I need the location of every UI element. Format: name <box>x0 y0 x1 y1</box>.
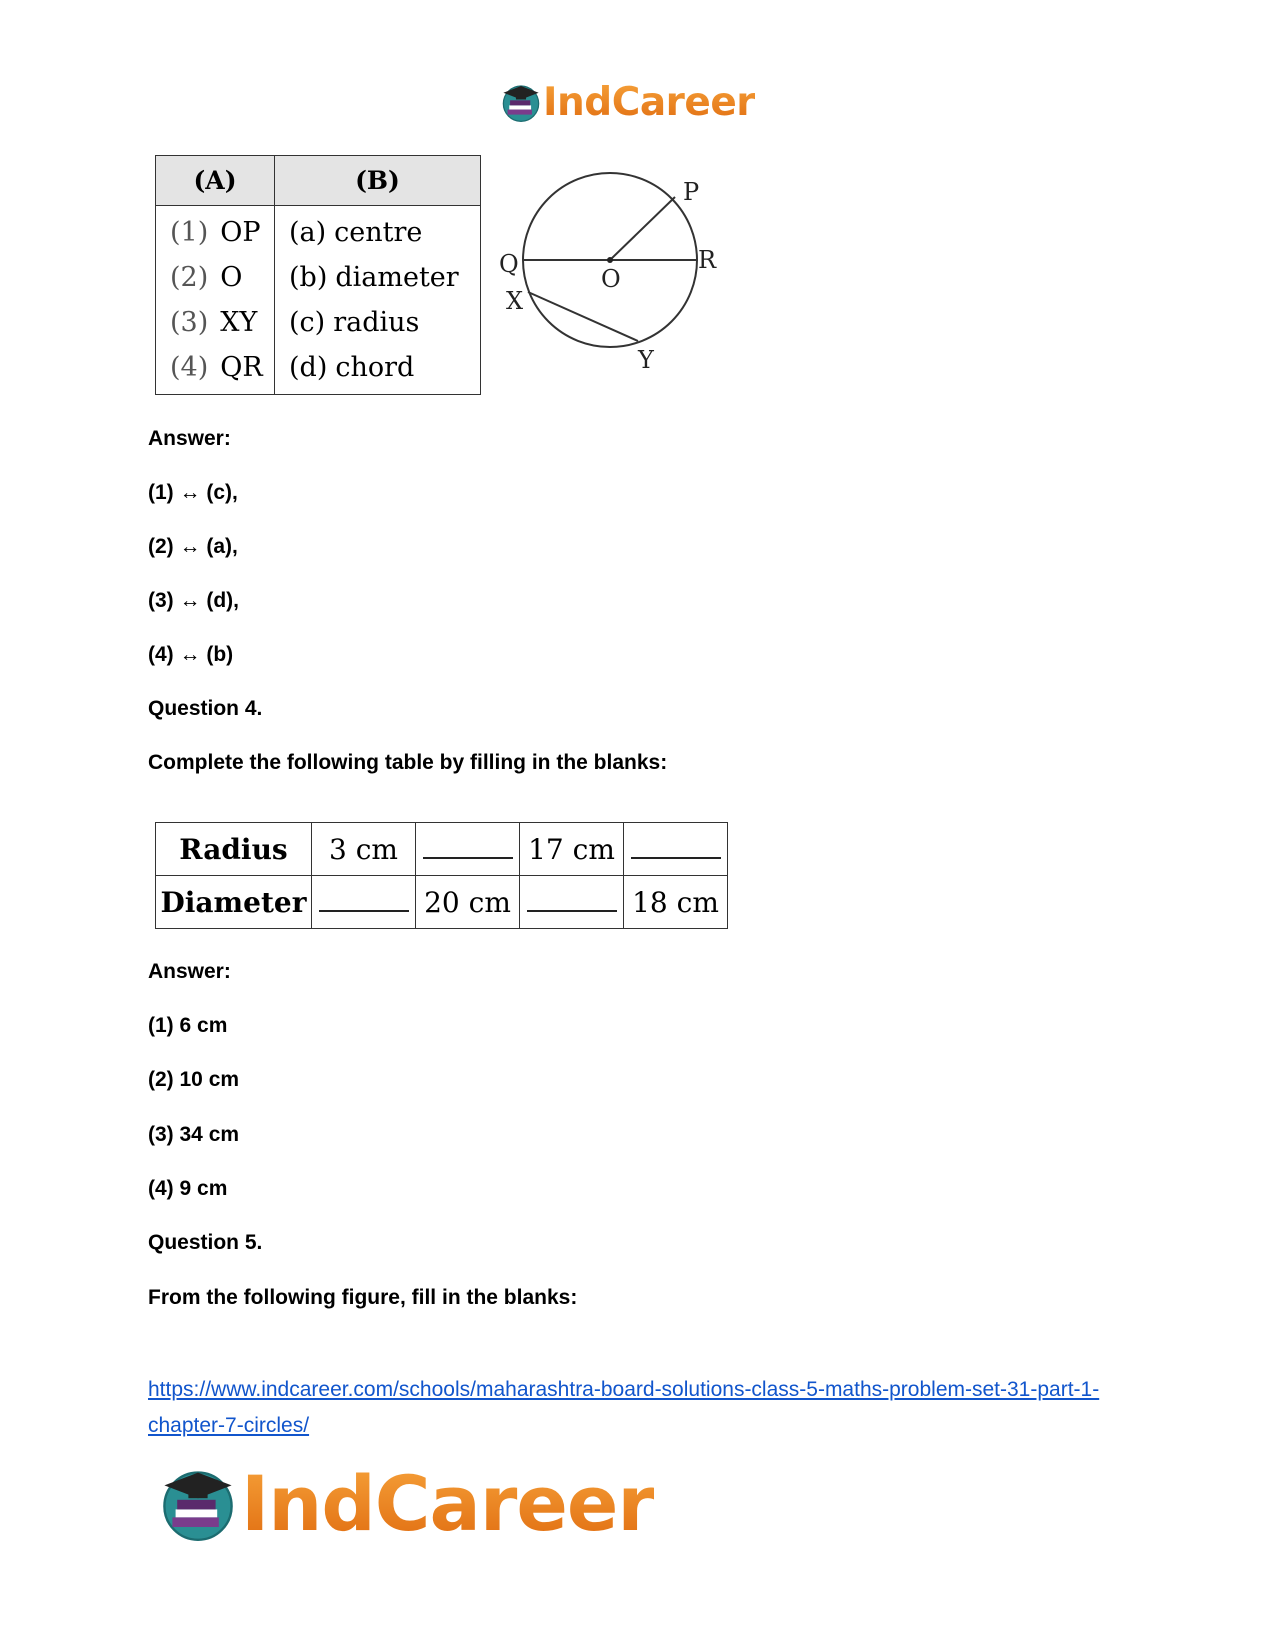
option-label: (d) <box>289 352 328 383</box>
label-q: Q <box>499 250 519 278</box>
radius-op <box>610 197 675 260</box>
term: XY <box>220 307 258 338</box>
diameter-cell: 20 cm <box>416 876 520 929</box>
label-p: P <box>683 178 700 206</box>
question-prompt: From the following figure, fill in the blanks: <box>148 1286 578 1309</box>
diameter-label: Diameter <box>156 876 312 929</box>
label-o: O <box>601 265 621 293</box>
graduation-cap-books-icon <box>158 1463 238 1543</box>
source-link[interactable]: https://www.indcareer.com/schools/maharashtra-board-solutions-class-5-maths-problem-set-31-part-1-chapter-7-circles/ <box>148 1378 1100 1437</box>
brand-name: IndCareer <box>543 79 755 125</box>
table-row <box>156 345 481 395</box>
option-text: radius <box>333 307 420 338</box>
column-b-header: (B) <box>275 156 481 206</box>
question-prompt: Complete the following table by filling in the blanks: <box>148 751 668 774</box>
answer-line: (1) 6 cm <box>148 1014 228 1037</box>
answer-line: (4) 9 cm <box>148 1177 228 1200</box>
option-label: (c) <box>289 307 326 338</box>
answer-line: (2) 10 cm <box>148 1068 240 1091</box>
answer-heading: Answer: <box>148 960 231 983</box>
answer-line: (2) ↔ (a), <box>148 535 238 558</box>
table-row <box>156 300 481 345</box>
row-number: (2) <box>170 262 209 293</box>
radius-blank-cell <box>624 823 728 876</box>
blank-line <box>319 890 409 912</box>
radius-cell: 17 cm <box>520 823 624 876</box>
option-text: centre <box>334 217 423 248</box>
brand-logo-bottom <box>158 1458 654 1548</box>
label-y: Y <box>638 346 654 374</box>
term: O <box>220 262 243 293</box>
label-r: R <box>698 246 717 274</box>
matching-table <box>155 155 481 395</box>
graduation-cap-books-icon <box>500 81 542 123</box>
option-label: (a) <box>289 217 327 248</box>
label-x: X <box>506 287 524 315</box>
blank-line <box>423 837 513 859</box>
row-number: (3) <box>170 307 209 338</box>
radius-cell: 3 cm <box>312 823 416 876</box>
term: QR <box>220 352 263 383</box>
table-row <box>156 876 728 929</box>
table-row <box>156 206 481 256</box>
option-label: (b) <box>289 262 328 293</box>
diameter-blank-cell <box>312 876 416 929</box>
blank-line <box>631 837 721 859</box>
option-text: diameter <box>335 262 459 293</box>
answer-line: (3) ↔ (d), <box>148 589 239 612</box>
question-title: Question 5. <box>148 1231 263 1254</box>
radius-label: Radius <box>156 823 312 876</box>
diameter-cell: 18 cm <box>624 876 728 929</box>
option-text: chord <box>335 352 415 383</box>
centre-point <box>607 257 613 263</box>
blank-line <box>527 890 617 912</box>
column-a-header: (A) <box>156 156 275 206</box>
table-row <box>156 255 481 300</box>
row-number: (1) <box>170 217 209 248</box>
circle-diagram <box>495 150 735 400</box>
answer-line: (1) ↔ (c), <box>148 481 238 504</box>
answer-line: (4) ↔ (b) <box>148 643 234 666</box>
brand-name: IndCareer <box>241 1458 654 1548</box>
row-number: (4) <box>170 352 209 383</box>
diameter-blank-cell <box>520 876 624 929</box>
table-row <box>156 823 728 876</box>
radius-diameter-table <box>155 822 728 929</box>
brand-logo-top <box>500 78 755 126</box>
circle-figure <box>495 150 735 400</box>
radius-blank-cell <box>416 823 520 876</box>
answer-line: (3) 34 cm <box>148 1123 240 1146</box>
term: OP <box>220 217 261 248</box>
answer-heading: Answer: <box>148 427 231 450</box>
question-title: Question 4. <box>148 697 263 720</box>
